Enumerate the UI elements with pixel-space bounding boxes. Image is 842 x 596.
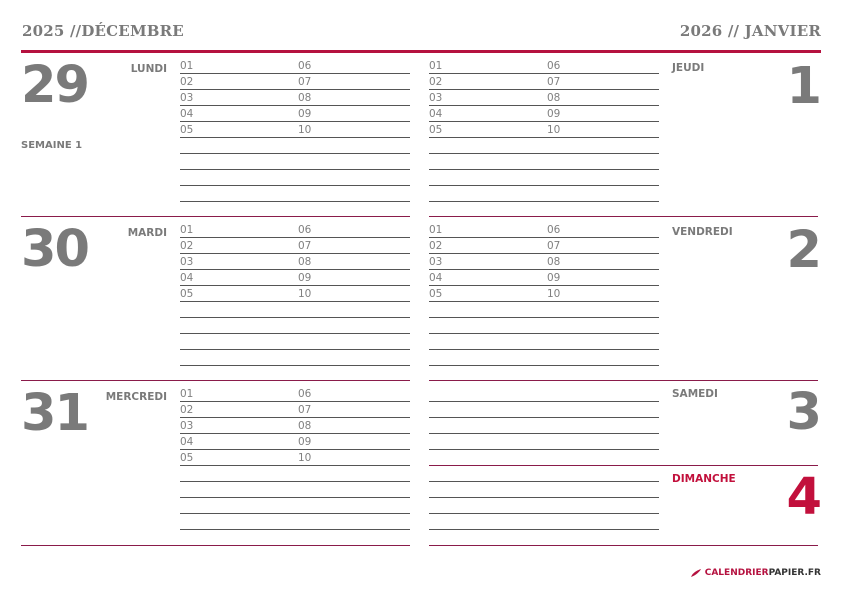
writing-line — [429, 285, 659, 286]
slot-number: 03 — [180, 420, 194, 432]
day-name: SAMEDI — [672, 388, 718, 400]
writing-line — [180, 417, 410, 418]
writing-line — [429, 237, 659, 238]
writing-line — [429, 417, 659, 418]
slot-number: 07 — [298, 76, 312, 88]
writing-line — [180, 529, 410, 530]
day-number: 3 — [786, 383, 820, 442]
slot-number: 06 — [298, 224, 312, 236]
writing-line — [429, 433, 659, 434]
writing-line — [180, 121, 410, 122]
writing-line — [180, 401, 410, 402]
slot-number: 06 — [298, 60, 312, 72]
writing-line — [180, 269, 410, 270]
slot-number: 07 — [547, 240, 561, 252]
writing-line — [429, 169, 659, 170]
slot-number: 04 — [180, 108, 194, 120]
day-name: LUNDI — [130, 63, 167, 75]
writing-line — [180, 465, 410, 466]
slot-number: 06 — [547, 224, 561, 236]
writing-line — [429, 201, 659, 202]
writing-line — [180, 237, 410, 238]
slot-number: 09 — [298, 436, 312, 448]
slot-number: 03 — [180, 92, 194, 104]
slot-number: 10 — [298, 288, 312, 300]
slot-number: 06 — [547, 60, 561, 72]
writing-line — [429, 253, 659, 254]
slot-number: 01 — [180, 388, 194, 400]
week-label: SEMAINE 1 — [21, 140, 83, 151]
slot-number: 10 — [547, 288, 561, 300]
writing-line — [180, 153, 410, 154]
slot-number: 09 — [298, 108, 312, 120]
writing-line — [180, 137, 410, 138]
writing-line — [429, 349, 659, 350]
month-title-december: 2025 //DÉCEMBRE — [22, 22, 184, 40]
row-separator — [429, 545, 818, 546]
writing-line — [429, 497, 659, 498]
writing-line — [180, 481, 410, 482]
calendrierpapier-logo[interactable] — [690, 568, 821, 578]
row-separator — [429, 216, 818, 217]
writing-line — [429, 301, 659, 302]
day-number: 30 — [21, 220, 88, 279]
row-separator — [429, 380, 818, 381]
slot-number: 05 — [180, 124, 194, 136]
row-separator — [21, 216, 410, 217]
month-title-january: 2026 // JANVIER — [679, 22, 821, 40]
writing-line — [429, 513, 659, 514]
slot-number: 03 — [429, 256, 443, 268]
day-name: VENDREDI — [672, 226, 733, 238]
writing-line — [180, 253, 410, 254]
writing-line — [180, 349, 410, 350]
writing-line — [429, 185, 659, 186]
slot-number: 06 — [298, 388, 312, 400]
writing-line — [429, 269, 659, 270]
writing-line — [180, 365, 410, 366]
slot-number: 02 — [429, 76, 443, 88]
slot-number: 10 — [298, 124, 312, 136]
slot-number: 05 — [429, 124, 443, 136]
slot-number: 03 — [429, 92, 443, 104]
writing-line — [180, 185, 410, 186]
writing-line — [180, 333, 410, 334]
writing-line — [180, 89, 410, 90]
slot-number: 02 — [180, 240, 194, 252]
writing-line — [180, 449, 410, 450]
slot-number: 04 — [429, 108, 443, 120]
writing-line — [429, 121, 659, 122]
slot-number: 01 — [429, 224, 443, 236]
writing-line — [180, 433, 410, 434]
writing-line — [429, 401, 659, 402]
day-name: DIMANCHE — [672, 473, 736, 485]
header-rule — [21, 50, 821, 53]
slot-number: 04 — [429, 272, 443, 284]
slot-number: 08 — [547, 92, 561, 104]
slot-number: 09 — [298, 272, 312, 284]
slot-number: 04 — [180, 436, 194, 448]
slot-number: 05 — [429, 288, 443, 300]
writing-line — [429, 529, 659, 530]
row-separator — [429, 465, 818, 466]
writing-line — [429, 73, 659, 74]
slot-number: 05 — [180, 288, 194, 300]
writing-line — [180, 169, 410, 170]
slot-number: 10 — [298, 452, 312, 464]
writing-line — [180, 497, 410, 498]
writing-line — [180, 105, 410, 106]
slot-number: 10 — [547, 124, 561, 136]
slot-number: 02 — [180, 76, 194, 88]
row-separator — [21, 545, 410, 546]
day-name: JEUDI — [672, 62, 705, 74]
slot-number: 02 — [180, 404, 194, 416]
slot-number: 09 — [547, 108, 561, 120]
slot-number: 08 — [298, 256, 312, 268]
feather-icon — [690, 568, 702, 578]
slot-number: 01 — [429, 60, 443, 72]
slot-number: 08 — [547, 256, 561, 268]
slot-number: 03 — [180, 256, 194, 268]
day-number: 31 — [21, 384, 88, 443]
day-name: MERCREDI — [105, 391, 167, 403]
row-separator — [21, 380, 410, 381]
writing-line — [180, 285, 410, 286]
day-name: MARDI — [127, 227, 167, 239]
writing-line — [429, 317, 659, 318]
day-number: 29 — [21, 56, 88, 115]
writing-line — [429, 153, 659, 154]
slot-number: 07 — [298, 404, 312, 416]
writing-line — [429, 333, 659, 334]
slot-number: 02 — [429, 240, 443, 252]
day-number: 2 — [786, 221, 820, 280]
writing-line — [429, 105, 659, 106]
logo-text-papier: PAPIER.FR — [768, 568, 821, 578]
day-number: 1 — [786, 57, 820, 116]
slot-number: 08 — [298, 92, 312, 104]
slot-number: 01 — [180, 60, 194, 72]
slot-number: 09 — [547, 272, 561, 284]
writing-line — [429, 365, 659, 366]
slot-number: 08 — [298, 420, 312, 432]
slot-number: 05 — [180, 452, 194, 464]
writing-line — [429, 449, 659, 450]
writing-line — [429, 137, 659, 138]
writing-line — [180, 201, 410, 202]
writing-line — [180, 513, 410, 514]
writing-line — [429, 89, 659, 90]
writing-line — [429, 481, 659, 482]
writing-line — [180, 317, 410, 318]
writing-line — [180, 73, 410, 74]
logo-text-calendrier: CALENDRIER — [704, 568, 769, 578]
slot-number: 04 — [180, 272, 194, 284]
writing-line — [180, 301, 410, 302]
slot-number: 07 — [298, 240, 312, 252]
slot-number: 07 — [547, 76, 561, 88]
day-number: 4 — [786, 468, 820, 527]
slot-number: 01 — [180, 224, 194, 236]
